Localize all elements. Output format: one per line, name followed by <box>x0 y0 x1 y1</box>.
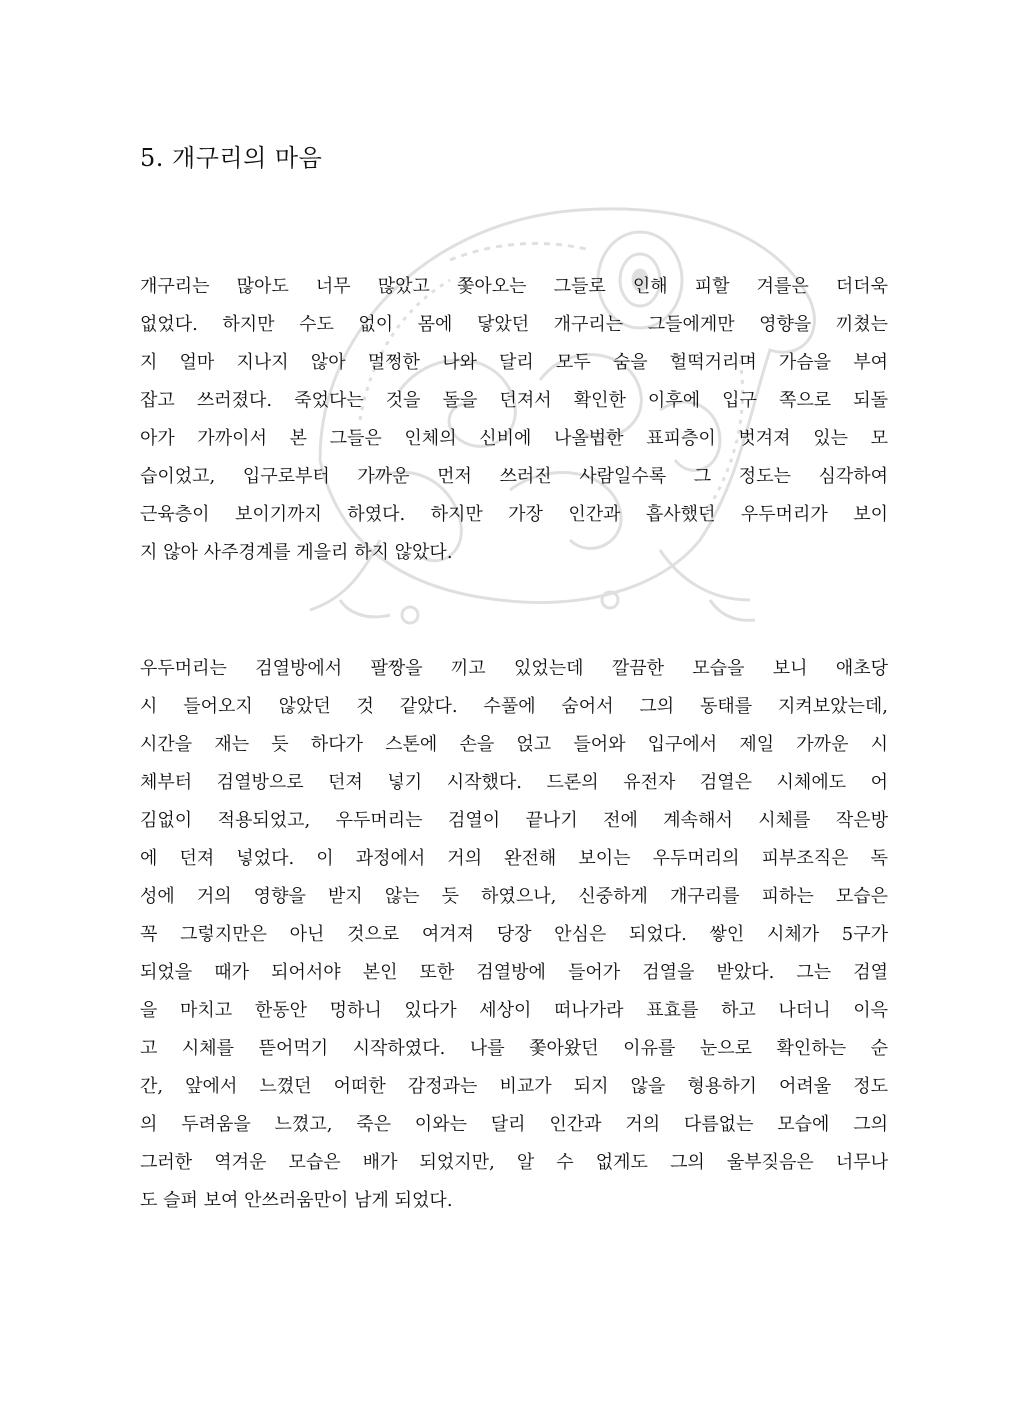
text-line: 지 않아 사주경계를 게을리 하지 않았다. <box>140 542 453 563</box>
text-line: 의 두려움을 느꼈고, 죽은 이와는 달리 인간과 거의 다름없는 모습에 그의 <box>140 1114 888 1135</box>
text-line: 그러한 역겨운 모습은 배가 되었지만, 알 수 없게도 그의 울부짖음은 너무나 <box>140 1152 888 1173</box>
text-line: 성에 거의 영향을 받지 않는 듯 하였으나, 신중하게 개구리를 피하는 모습은 <box>140 886 888 907</box>
text-line: 고 시체를 뜯어먹기 시작하였다. 나를 쫓아왔던 이유를 눈으로 확인하는 순 <box>140 1038 888 1059</box>
text-line: 체부터 검열방으로 던져 넣기 시작했다. 드론의 유전자 검열은 시체에도 어 <box>140 772 888 793</box>
text-line: 되었을 때가 되어서야 본인 또한 검열방에 들어가 검열을 받았다. 그는 검열 <box>140 962 888 983</box>
text-line: 지 얼마 지나지 않아 멀쩡한 나와 달리 모두 숨을 헐떡거리며 가슴을 부여 <box>140 352 888 373</box>
text-line: 개구리는 많아도 너무 많았고 쫓아오는 그들로 인해 피할 겨를은 더더욱 <box>140 276 888 297</box>
text-line: 을 마치고 한동안 멍하니 있다가 세상이 떠나가라 표효를 하고 나더니 이윽 <box>140 1000 888 1021</box>
text-line: 우두머리는 검열방에서 팔짱을 끼고 있었는데 깔끔한 모습을 보니 애초당 <box>140 658 888 679</box>
text-line: 없었다. 하지만 수도 없이 몸에 닿았던 개구리는 그들에게만 영향을 끼쳤는 <box>140 314 888 335</box>
text-line: 아가 가까이서 본 그들은 인체의 신비에 나올법한 표피층이 벗겨져 있는 모 <box>140 428 888 449</box>
paragraph-1 <box>140 268 888 572</box>
text-line: 꼭 그렇지만은 아닌 것으로 여겨져 당장 안심은 되었다. 쌓인 시체가 5구가 <box>140 924 888 945</box>
text-line: 시간을 재는 듯 하다가 스톤에 손을 얹고 들어와 입구에서 제일 가까운 시 <box>140 734 888 755</box>
text-line: 에 던져 넣었다. 이 과정에서 거의 완전해 보이는 우두머리의 피부조직은 독 <box>140 848 888 869</box>
paragraph-2 <box>140 650 888 1220</box>
text-line: 간, 앞에서 느꼈던 어떠한 감정과는 비교가 되지 않을 형용하기 어려울 정도 <box>140 1076 888 1097</box>
text-line: 잡고 쓰러졌다. 죽었다는 것을 돌을 던져서 확인한 이후에 입구 쪽으로 되돌 <box>140 390 888 411</box>
text-line: 습이었고, 입구로부터 가까운 먼저 쓰러진 사람일수록 그 정도는 심각하여 <box>140 466 888 487</box>
chapter-title: 5. 개구리의 마음 <box>140 144 323 172</box>
text-line: 근육층이 보이기까지 하였다. 하지만 가장 인간과 흡사했던 우두머리가 보이 <box>140 504 888 525</box>
text-line: 도 슬퍼 보여 안쓰러움만이 남게 되었다. <box>140 1190 453 1211</box>
text-line: 김없이 적용되었고, 우두머리는 검열이 끝나기 전에 계속해서 시체를 작은방 <box>140 810 888 831</box>
text-line: 시 들어오지 않았던 것 같았다. 수풀에 숨어서 그의 동태를 지켜보았는데, <box>140 696 888 717</box>
